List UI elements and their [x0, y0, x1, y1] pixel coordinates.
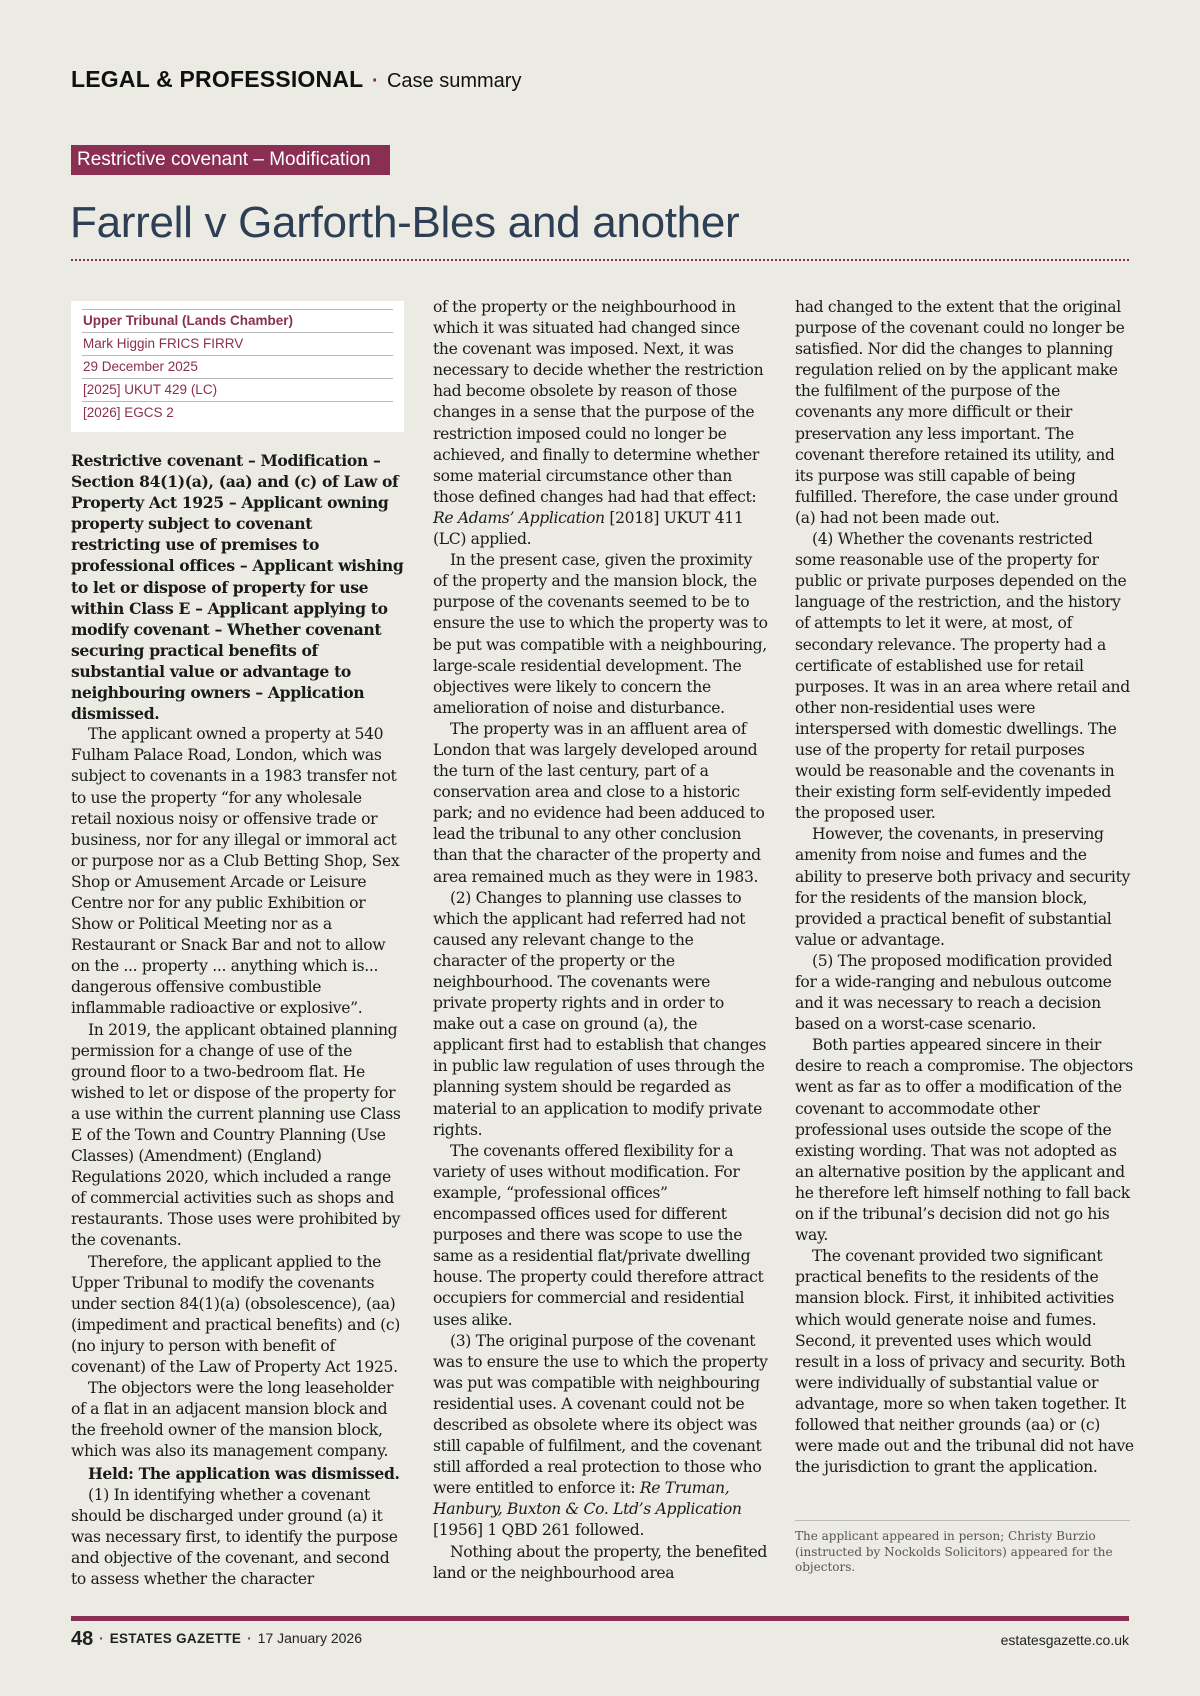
case-citation: Re Truman, Hanbury, Buxton & Co. Ltd’s Application	[433, 1479, 742, 1519]
paragraph: (2) Changes to planning use classes to which the applicant had referred had not caused any relevant change to the character of the property or the neighbourhood. The covenants were private property rights and in order to make out a case on ground (a), the applicant first had to establish that changes in public law regulation of uses through the planning system should be regarded as material to an application to modify private rights.	[433, 888, 767, 1139]
paragraph: (5) The proposed modification provided for a wide-ranging and nebulous outcome and it was necessary to reach a decision based on a worst-case scenario.	[795, 951, 1113, 1034]
case-info-box	[71, 301, 404, 432]
column-3	[795, 297, 1135, 1478]
headnote: Restrictive covenant – Modification – Section 84(1)(a), (aa) and (c) of Law of Property Act 1925 – Applicant owning property subject to covenant restricting use of premises to professional offices – Applicant wishing to let or dispose of property for use within Class E – Applicant applying to modify covenant – Whether covenant securing practical benefits of substantial value or advantage to neighbouring owners – Application dismissed.	[71, 451, 404, 724]
subsection-label: Case summary	[386, 70, 522, 92]
page-number: 48	[71, 1628, 94, 1650]
paragraph: In 2019, the applicant obtained planning permission for a change of use of the ground floor to a two-bedroom flat. He wished to let or dispose of the property for a use within the current planning use Class E of the Town and Country Planning (Use Classes) (Amendment) (England) Regulations 2020, which included a range of commercial activities such as shops and restaurants. Those uses were prohibited by the covenants.	[71, 1020, 401, 1250]
paragraph: had changed to the extent that the original purpose of the covenant could no longer be satisfied. Nor did the changes to planning regulation relied on by the applicant make the fulfilment of the purpose of the covenants any more difficult or their preservation any less important. The covenant therefore retained its utility, and its purpose was still capable of being fulfilled. Therefore, the case under ground (a) had not been made out.	[795, 298, 1125, 527]
paragraph: Both parties appeared sincere in their desire to reach a compromise. The objectors went as far as to offer a modification of the covenant to accommodate other professional uses outside the scope of the existing wording. That was not adopted as an alternative position by the applicant and he therefore left himself nothing to fall back on if the tribunal’s decision did not go his way.	[795, 1036, 1133, 1245]
judgment-date: 29 December 2025	[82, 355, 393, 378]
header-separator: ·	[371, 70, 379, 92]
paragraph: The covenant provided two significant practical benefits to the residents of the mansion block. First, it inhibited activities which would generate noise and fumes. Second, it prevented uses which would result in a loss of privacy and security. Both were individually of substantial value or advantage, more so when taken together. It followed that neither grounds (aa) or (c) were made out and the tribunal did not have the jurisdiction to grant the application.	[795, 1247, 1134, 1477]
judge-name: Mark Higgin FRICS FIRRV	[82, 332, 393, 355]
paragraph: (1) In identifying whether a covenant should be discharged under ground (a) it was necessary first, to identify the purpose and objective of the covenant, and second to assess whether the character	[71, 1485, 398, 1588]
footer-dot: ·	[247, 1630, 252, 1646]
website-url: estatesgazette.co.uk	[1000, 1632, 1129, 1648]
paragraph: The applicant owned a property at 540 Fulham Palace Road, London, which was subject to covenants in a 1983 transfer not to use the property “for any wholesale retail noxious noisy or offensive trade or business, nor for any illegal or immoral act or purpose nor as a Club Betting Shop, Sex Shop or Amusement Arcade or Leisure Centre nor for any public Exhibition or Show or Political Meeting nor as a Restaurant or Snack Bar and not to allow on the ... property ... anything which is... dangerous offensive combustible inflammable radioactive or explosive”.	[71, 725, 400, 1018]
egcs-citation: [2026] EGCS 2	[82, 401, 393, 424]
paragraph: (4) Whether the covenants restricted some reasonable use of the property for public or private purposes depended on the language of the restriction, and the history of attempts to let it were, at most, of secondary relevance. The property had a certificate of established use for retail purposes. It was in an area where retail and other non-residential uses were interspersed with domestic dwellings. The use of the property for retail purposes would be reasonable and the covenants in their existing form self-evidently impeded the proposed user.	[795, 530, 1130, 823]
footer-rule	[71, 1616, 1129, 1621]
case-title: Farrell v Garforth-Bles and another	[70, 198, 740, 247]
case-citation: Re Adams’ Application	[433, 508, 605, 527]
neutral-citation: [2025] UKUT 429 (LC)	[82, 378, 393, 401]
paragraph: Therefore, the applicant applied to the Upper Tribunal to modify the covenants under section 84(1)(a) (obsolescence), (aa) (impediment and practical benefits) and (c) (no injury to person with benefit of covenant) of the Law of Property Act 1925.	[71, 1252, 400, 1377]
magazine-name: ESTATES GAZETTE	[109, 1631, 242, 1646]
topic-tag: Restrictive covenant – Modification	[71, 145, 390, 175]
paragraph: The property was in an affluent area of London that was largely developed around the turn of the last century, part of a conservation area and close to a historic park; and no evidence had been adduced to lead the tribunal to any other conclusion than that the character of the property and area remained much as they were in 1983.	[433, 719, 765, 886]
court-name: Upper Tribunal (Lands Chamber)	[82, 309, 393, 332]
footer-dot: ·	[99, 1630, 104, 1646]
paragraph: The objectors were the long leaseholder of a flat in an adjacent mansion block and the freehold owner of the mansion block, which was also its management company.	[71, 1379, 394, 1461]
section-header	[71, 66, 521, 93]
appearance-note: The applicant appeared in person; Christy Burzio (instructed by Nockolds Solicitors) appeared for the objectors.	[795, 1520, 1130, 1576]
footer-folio	[71, 1628, 362, 1651]
section-label: LEGAL & PROFESSIONAL	[71, 66, 364, 92]
column-1	[71, 450, 406, 1590]
paragraph: (3) The original purpose of the covenant was to ensure the use to which the property was put was compatible with neighbouring residential uses. A covenant could not be described as obsolete where its object was still capable of fulfilment, and the covenant still afforded a real protection to those who were entitled to enforce it: Re Truman, Hanbury, Buxton & Co. Ltd’s Application [1956] 1 QBD 261 followed.	[433, 1331, 768, 1540]
held-statement: Held: The application was dismissed.	[88, 1463, 400, 1483]
title-divider	[71, 259, 1129, 261]
paragraph: In the present case, given the proximity of the property and the mansion block, the purpose of the covenants seemed to be to ensure the use to which the property was to be put was compatible with a neighbouring, large-scale residential development. The objectives were likely to concern the amelioration of noise and disturbance.	[433, 551, 768, 717]
paragraph: However, the covenants, in preserving amenity from noise and fumes and the ability to preserve both privacy and security for the residents of the mansion block, provided a practical benefit of substantial value or advantage.	[795, 825, 1130, 949]
column-2	[433, 297, 768, 1584]
issue-date: 17 January 2026	[257, 1630, 362, 1646]
paragraph: Nothing about the property, the benefited land or the neighbourhood area	[433, 1542, 768, 1582]
paragraph: The covenants offered flexibility for a variety of uses without modification. For example, “professional offices” encompassed offices used for different purposes and there was scope to use the same as a residential flat/private dwelling house. The property could therefore attract occupiers for commercial and residential uses alike.	[433, 1141, 764, 1329]
paragraph: of the property or the neighbourhood in which it was situated had changed since the covenant was imposed. Next, it was necessary to decide whether the restriction had become obsolete by reason of those changes in a sense that the purpose of the restriction imposed could no longer be achieved, and finally to determine whether some material circumstance other than those defined changes had had that effect: Re Adams’ Application [2018] UKUT 411 (LC) applied.	[433, 298, 764, 549]
